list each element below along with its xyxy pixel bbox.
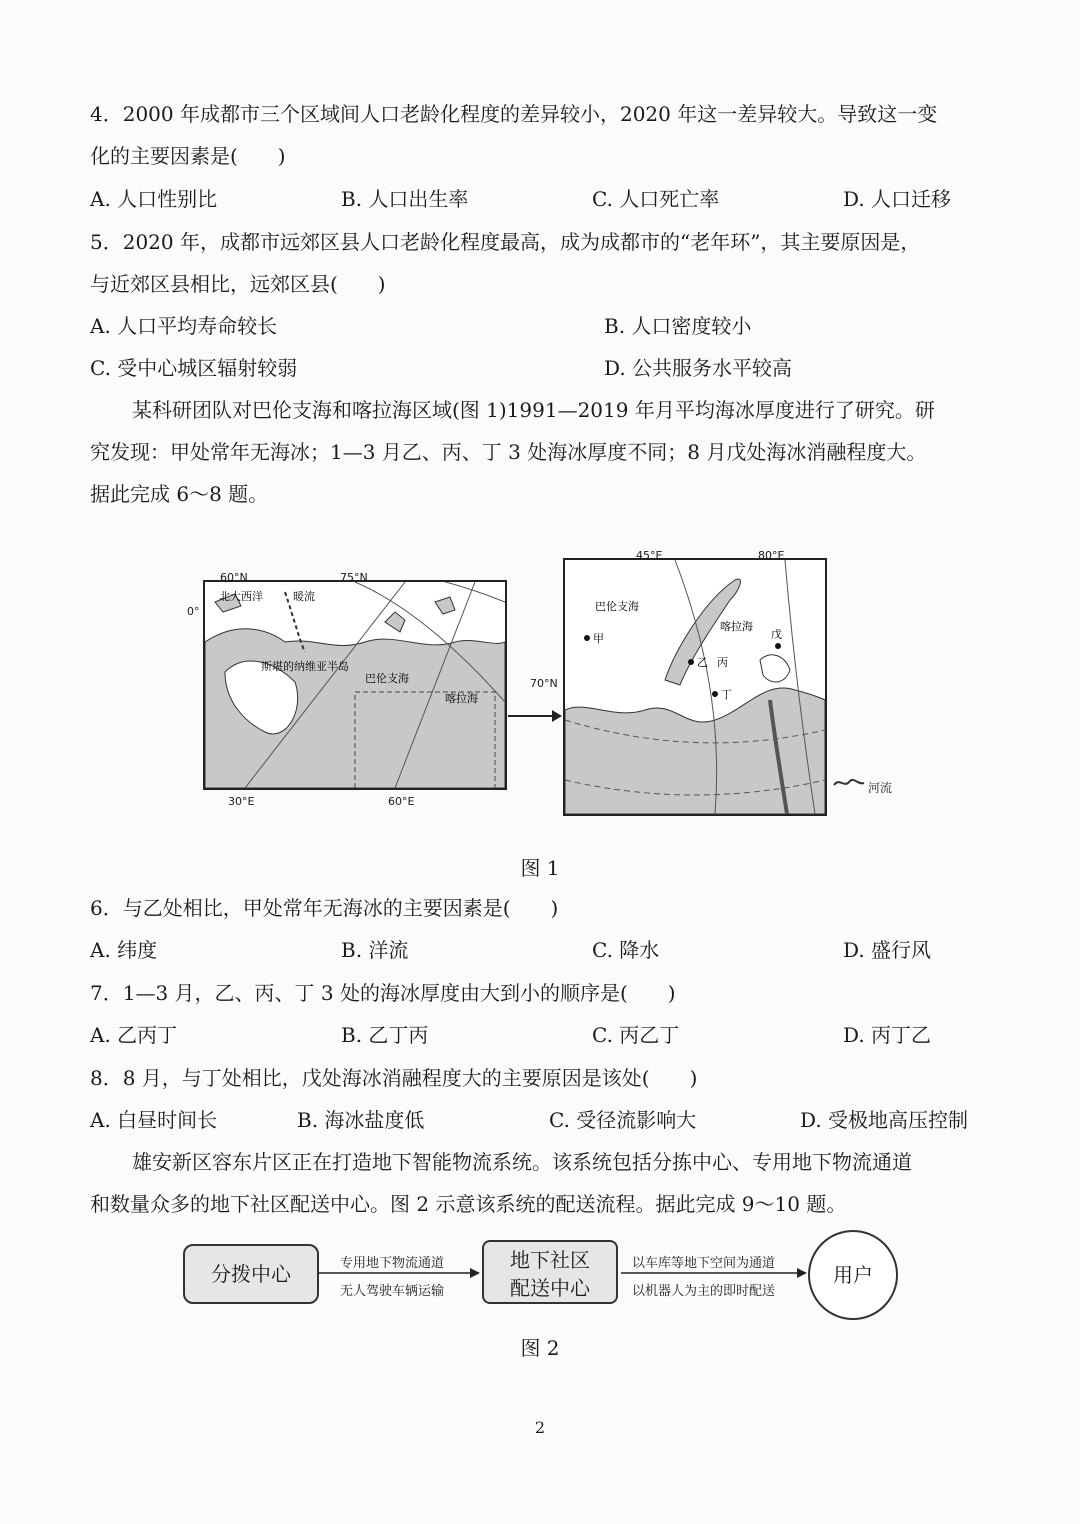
arrow2-bottom-label: 以机器人为主的即时配送 [632, 1284, 776, 1299]
label-0deg: 0° [187, 605, 200, 618]
q6-option-d: D. 盛行风 [843, 938, 932, 962]
q6-option-c: C. 降水 [592, 938, 660, 962]
label-kara-right: 喀拉海 [720, 620, 753, 633]
q4-stem-line2: 化的主要因素是( ) [90, 144, 286, 168]
intro1-line3: 据此完成 6～8 题。 [90, 482, 269, 506]
arrow1-top-label: 专用地下物流通道 [340, 1256, 445, 1271]
arrow1-bottom-label: 无人驾驶车辆运输 [340, 1284, 445, 1299]
label-kara-left: 喀拉海 [445, 692, 478, 705]
label-ding: 丁 [721, 688, 732, 701]
flow-node-community-center [482, 1240, 618, 1304]
community-center-line1: 地下社区 [510, 1248, 590, 1272]
legend-river-label: 河流 [868, 781, 893, 795]
label-scandinavia: 斯堪的纳维亚半岛 [261, 660, 349, 673]
q8-option-c: C. 受径流影响大 [549, 1108, 697, 1132]
q4-option-d: D. 人口迁移 [843, 187, 952, 211]
q5-option-a: A. 人口平均寿命较长 [90, 314, 278, 338]
q4-stem-line1: 4．2000 年成都市三个区域间人口老龄化程度的差异较小，2020 年这一差异较大。导致这一变 [90, 102, 938, 126]
q7-option-d: D. 丙丁乙 [843, 1023, 932, 1047]
q6-option-a: A. 纬度 [90, 938, 158, 962]
label-barents-right: 巴伦支海 [595, 600, 639, 613]
intro2-line1: 雄安新区容东片区正在打造地下智能物流系统。该系统包括分拣中心、专用地下物流通道 [132, 1150, 912, 1174]
q5-option-d: D. 公共服务水平较高 [604, 356, 793, 380]
label-wu: 戊 [771, 628, 782, 641]
q4-option-a: A. 人口性别比 [90, 187, 218, 211]
flow-node-user: 用户 [808, 1230, 898, 1320]
label-30E: 30°E [228, 795, 255, 808]
q5-option-c: C. 受中心城区辐射较弱 [90, 356, 298, 380]
label-north-atlantic: 北大西洋 [219, 590, 263, 603]
q7-stem: 7．1—3 月，乙、丙、丁 3 处的海冰厚度由大到小的顺序是( ) [90, 981, 676, 1005]
q7-option-c: C. 丙乙丁 [592, 1023, 680, 1047]
label-60E-left: 60°E [388, 795, 415, 808]
q8-option-b: B. 海冰盐度低 [297, 1108, 425, 1132]
q8-option-a: A. 白昼时间长 [90, 1108, 218, 1132]
intro1-line2: 究发现：甲处常年无海冰；1—3 月乙、丙、丁 3 处海冰厚度不同；8 月戊处海冰消融程度大。 [90, 440, 927, 464]
q6-stem: 6．与乙处相比，甲处常年无海冰的主要因素是( ) [90, 896, 559, 920]
q5-stem-line1: 5．2020 年，成都市远郊区县人口老龄化程度最高，成为成都市的“老年环”，其主要原因是， [90, 230, 921, 254]
river-legend-icon [832, 775, 866, 791]
intro1-line1: 某科研团队对巴伦支海和喀拉海区域(图 1)1991—2019 年月平均海冰厚度进行了研究。研 [132, 398, 935, 422]
q5-option-b: B. 人口密度较小 [604, 314, 752, 338]
label-current: 暖流 [293, 590, 315, 603]
label-yi: 乙 [697, 656, 708, 669]
label-45E: 45°E [636, 549, 663, 562]
community-center-line2: 配送中心 [510, 1276, 590, 1300]
q8-option-d: D. 受极地高压控制 [800, 1108, 969, 1132]
figure2-caption: 图 2 [520, 1336, 560, 1360]
figure1-caption: 图 1 [520, 856, 560, 880]
q4-option-c: C. 人口死亡率 [592, 187, 720, 211]
page-number: 2 [534, 1418, 546, 1437]
intro2-line2: 和数量众多的地下社区配送中心。图 2 示意该系统的配送流程。据此完成 9～10 题。 [90, 1192, 847, 1216]
label-barents-left: 巴伦支海 [365, 672, 409, 685]
label-70N: 70°N [530, 677, 558, 690]
q7-option-b: B. 乙丁丙 [341, 1023, 429, 1047]
arrow2-top-label: 以车库等地下空间为通道 [632, 1256, 776, 1271]
q7-option-a: A. 乙丙丁 [90, 1023, 178, 1047]
label-jia: 甲 [593, 632, 604, 645]
flow-node-distribution-center: 分拨中心 [183, 1244, 319, 1304]
figure1-connect-arrow [506, 706, 562, 726]
label-60N: 60°N [220, 571, 248, 584]
q5-stem-line2: 与近郊区县相比，远郊区县( ) [90, 272, 386, 296]
q8-stem: 8．8 月，与丁处相比，戊处海冰消融程度大的主要原因是该处( ) [90, 1066, 698, 1090]
label-80E: 80°E [758, 549, 785, 562]
label-75N: 75°N [340, 571, 368, 584]
figure1-left-map [203, 580, 507, 790]
label-bing: 丙 [717, 656, 728, 669]
q4-option-b: B. 人口出生率 [341, 187, 469, 211]
q6-option-b: B. 洋流 [341, 938, 409, 962]
figure1-right-map [563, 558, 827, 816]
